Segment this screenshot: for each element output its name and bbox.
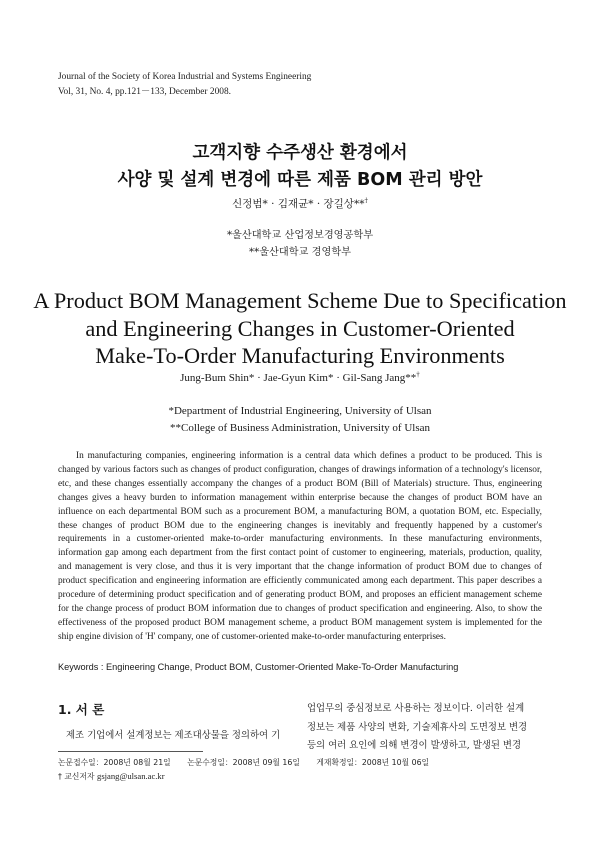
english-authors-names: Jung-Bum Shin* · Jae-Gyun Kim* · Gil-Sang Jang** [180,372,417,384]
korean-title-line-1: 고객지향 수주생산 환경에서 [192,143,408,163]
korean-corresponding-mark: † [364,196,368,205]
revised-date: 논문수정일：2008년 09월 16일 [187,758,300,767]
intro-right-column [307,700,545,756]
english-title-line-1: A Product BOM Management Scheme Due to Specification [33,288,567,313]
english-title-line-3: Make-To-Order Manufacturing Environments [95,343,505,368]
english-corresponding-mark: † [416,370,420,379]
intro-right-line-2: 정보는 제품 사양의 변화, 기술제휴사의 도면정보 변경 [307,721,528,733]
korean-title-line-2: 사양 및 설계 변경에 따른 제품 BOM 관리 방안 [117,170,483,190]
english-affiliation-2: **College of Business Administration, University of Ulsan [169,421,430,434]
journal-header [58,70,311,99]
korean-title [0,140,600,194]
intro-left-column: 제조 기업에서 설계정보는 제조대상물을 정의하여 기 [66,730,281,741]
korean-affiliation-1: *울산대학교 산업정보경영공학부 [226,230,374,241]
corresponding-label: 교신저자 [64,771,95,781]
english-affiliations [0,403,600,436]
korean-authors [0,196,600,211]
korean-affiliations [0,227,600,261]
accepted-date: 게재확정일：2008년 10월 06일 [316,758,430,767]
journal-name: Journal of the Society of Korea Industrial and Systems Engineering [58,72,312,82]
intro-right-line-3: 등의 여러 요인에 의해 변경이 발생하고, 발생된 변경 [307,740,522,751]
section-heading-introduction: 1. 서 론 [58,702,105,717]
journal-volume: Vol, 31, No. 4, pp.121－133, December 2008. [58,86,231,97]
korean-authors-names: 신정범* · 김재균* · 장길상** [232,198,365,210]
intro-right-line-1: 업업무의 중심정보로 사용하는 정보이다. 이러한 설계 [307,703,525,714]
corresponding-dagger: † [58,771,62,781]
english-title [0,287,600,370]
korean-affiliation-2: **울산대학교 경영학부 [249,247,351,258]
keywords-separator: : [98,662,107,672]
footnote-dates [58,757,443,770]
english-affiliation-1: *Department of Industrial Engineering, University of Ulsan [168,405,432,417]
corresponding-email: gsjang@ulsan.ac.kr [97,770,165,781]
footnote-rule [58,751,203,752]
received-date: 논문접수일：2008년 08월 21일 [58,758,171,767]
footnote [58,757,443,783]
corresponding-author [58,770,443,784]
keywords-text: Engineering Change, Product BOM, Customer-Oriented Make-To-Order Manufacturing [106,662,459,672]
keywords [58,662,458,672]
keywords-label: Keywords [58,662,99,672]
english-title-line-2: and Engineering Changes in Customer-Oriented [85,315,515,341]
abstract: In manufacturing companies, engineering information is a central data which defines a product to be produced. This is changed by various factors such as changes of product configuration, changes of drawings information of a technology's licensor, etc, and these changes essentially accompany the changes of a product BOM (Bill of Materials) structure. Thus, engineering changes gives a heavy burden to information management within enterprise because the changes of product BOM have an influence on each departmental BOM such as a procurement BOM, a manufacturing BOM, a quotation BOM, etc. Especially, these changes of product BOM due to the engineering changes is inevitably and frequently happened by a customer's requirements in a customer-oriented make-to-order manufacturing environments. In these manufacturing environments, information gap among each department from the first contact point of customer to engineering, materials, production, quality, and management is very close, and thus it is very important that the change information of product BOM due to changes of product specification and engineering information are efficiently communicated among each department. This paper describes a procedure of determining product specification and of generating product BOM, and proposes an efficient management scheme for the change process of product BOM information due to changes of product specification and engineering. Also, to show the effectiveness of the proposed product BOM management scheme, a product BOM management system is implemented for the ship engine division of 'H' company, one of customer-oriented make-to-order manufacturing enterprises. [58,451,542,642]
english-authors [0,372,600,384]
